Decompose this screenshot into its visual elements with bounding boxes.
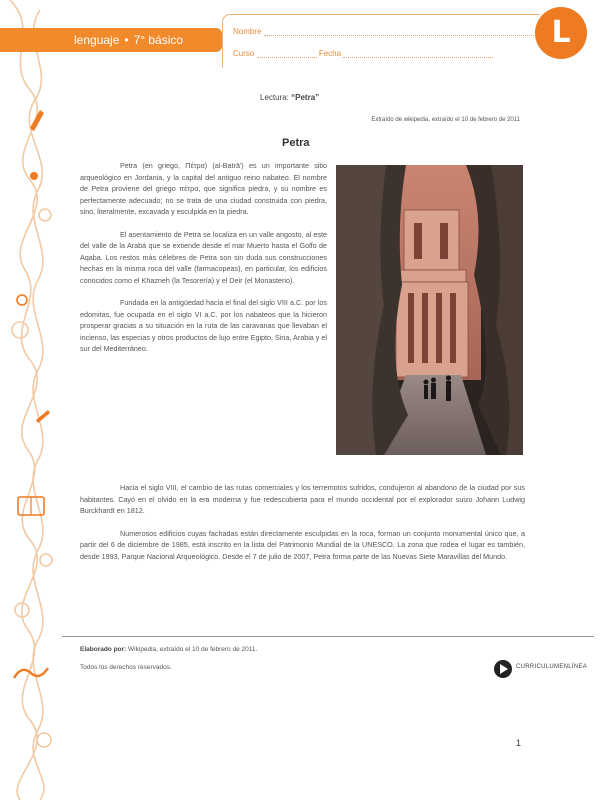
publisher-logo [494,660,586,678]
course-date-row [233,49,493,58]
subject-label: lenguaje [74,33,120,47]
name-row [233,27,534,36]
paragraph: Petra (en griego, Πέτρα) (al-Batrā') es un importante sitio arqueológico en Jordania, y la capital del antiguo reino nabateo. El nombre de Petra proviene del griego πέτρα, que significa piedra, y su nombre es perfectamente adecuado; no se trata de una ciudad construida con piedra, sino, literalmente, excavada y esculpida en la piedra. [80,161,327,216]
play-icon [494,660,512,678]
paragraph: Fundada en la antigüedad hacia el final del siglo VIII a.C. por los edomitas, fue ocupada en el siglo VI a.C. por los nabateos que la hicieron prosperar gracias a su situación en la ruta de las caravanas que llevaban el incienso, las especias y otros productos de lujo entre Egipto, Siria, Arabia y el sur del Mediterráneo. [80,298,327,353]
petra-siq-photo [336,165,523,455]
paragraph: El asentamiento de Petra se localiza en un valle angosto, al este del valle de la Arabá que se extiende desde el mar Muerto hasta el Golfo de Aqaba. Los restos más célebres de Petra son sin duda sus construcciones hechas en la misma roca del valle (farmacopeas), en particular, los edificios conocidos como el Khazneh (la Tesorería) y el Deir (el Monasterio). [80,229,327,285]
date-field[interactable] [343,57,493,58]
name-field[interactable] [264,35,534,36]
column-text [80,160,327,366]
credit-text: Wikipedia, extraído el 10 de febrero de 2011. [128,646,258,653]
date-label: Fecha [318,49,342,58]
reading-label-prefix: Lectura: [260,93,289,102]
decorative-swirl-strip [0,0,64,800]
footer-rights: Todos los derechos reservados. [80,664,172,671]
subject-badge: L [535,7,587,59]
paragraph: Numerosos edificios cuyas fachadas están directamente esculpidas en la roca, forman un conjunto monumental único que, a partir del 6 de diciembre de 1985, está inscrito en la lista del Patrimonio Mundial de la UNESCO. La zona que rodea el lugar es también, desde 1993, Parque Nacional Arqueológico. Desde el 7 de julio de 2007, Petra forma parte de las Nuevas Siete Maravillas del Mundo. [80,528,525,561]
course-field[interactable] [257,57,317,58]
full-width-text [80,482,525,573]
logo-text: CURRICULUMENLÍNEA [516,664,588,670]
credit-label: Elaborado por: [80,646,127,653]
reading-label [260,93,319,102]
footer-credit [80,646,257,653]
name-label: Nombre [233,27,262,36]
paragraph: Hacia el siglo VIII, el cambio de las rutas comerciales y los terremotos sufridos, condujeron al abandono de la ciudad por sus habitantes. Cayó en el olvido en la era moderna y fue redescubierta para el mundo occidental por el explorador suizo Johann Ludwig Burckhardt en 1812. [80,483,525,515]
grade-label: 7° básico [133,33,184,47]
reading-label-title: “Petra” [291,93,320,102]
header-separator: • [124,33,129,47]
source-line: Extraído de wikipedia, extraído el 10 de febrero de 2011 [371,117,520,123]
subject-header-bar [0,28,222,52]
course-label: Curso [233,49,255,58]
article-title: Petra [282,137,310,149]
student-info-form [222,14,540,68]
footer-divider [62,636,594,637]
page-number: 1 [516,738,522,748]
